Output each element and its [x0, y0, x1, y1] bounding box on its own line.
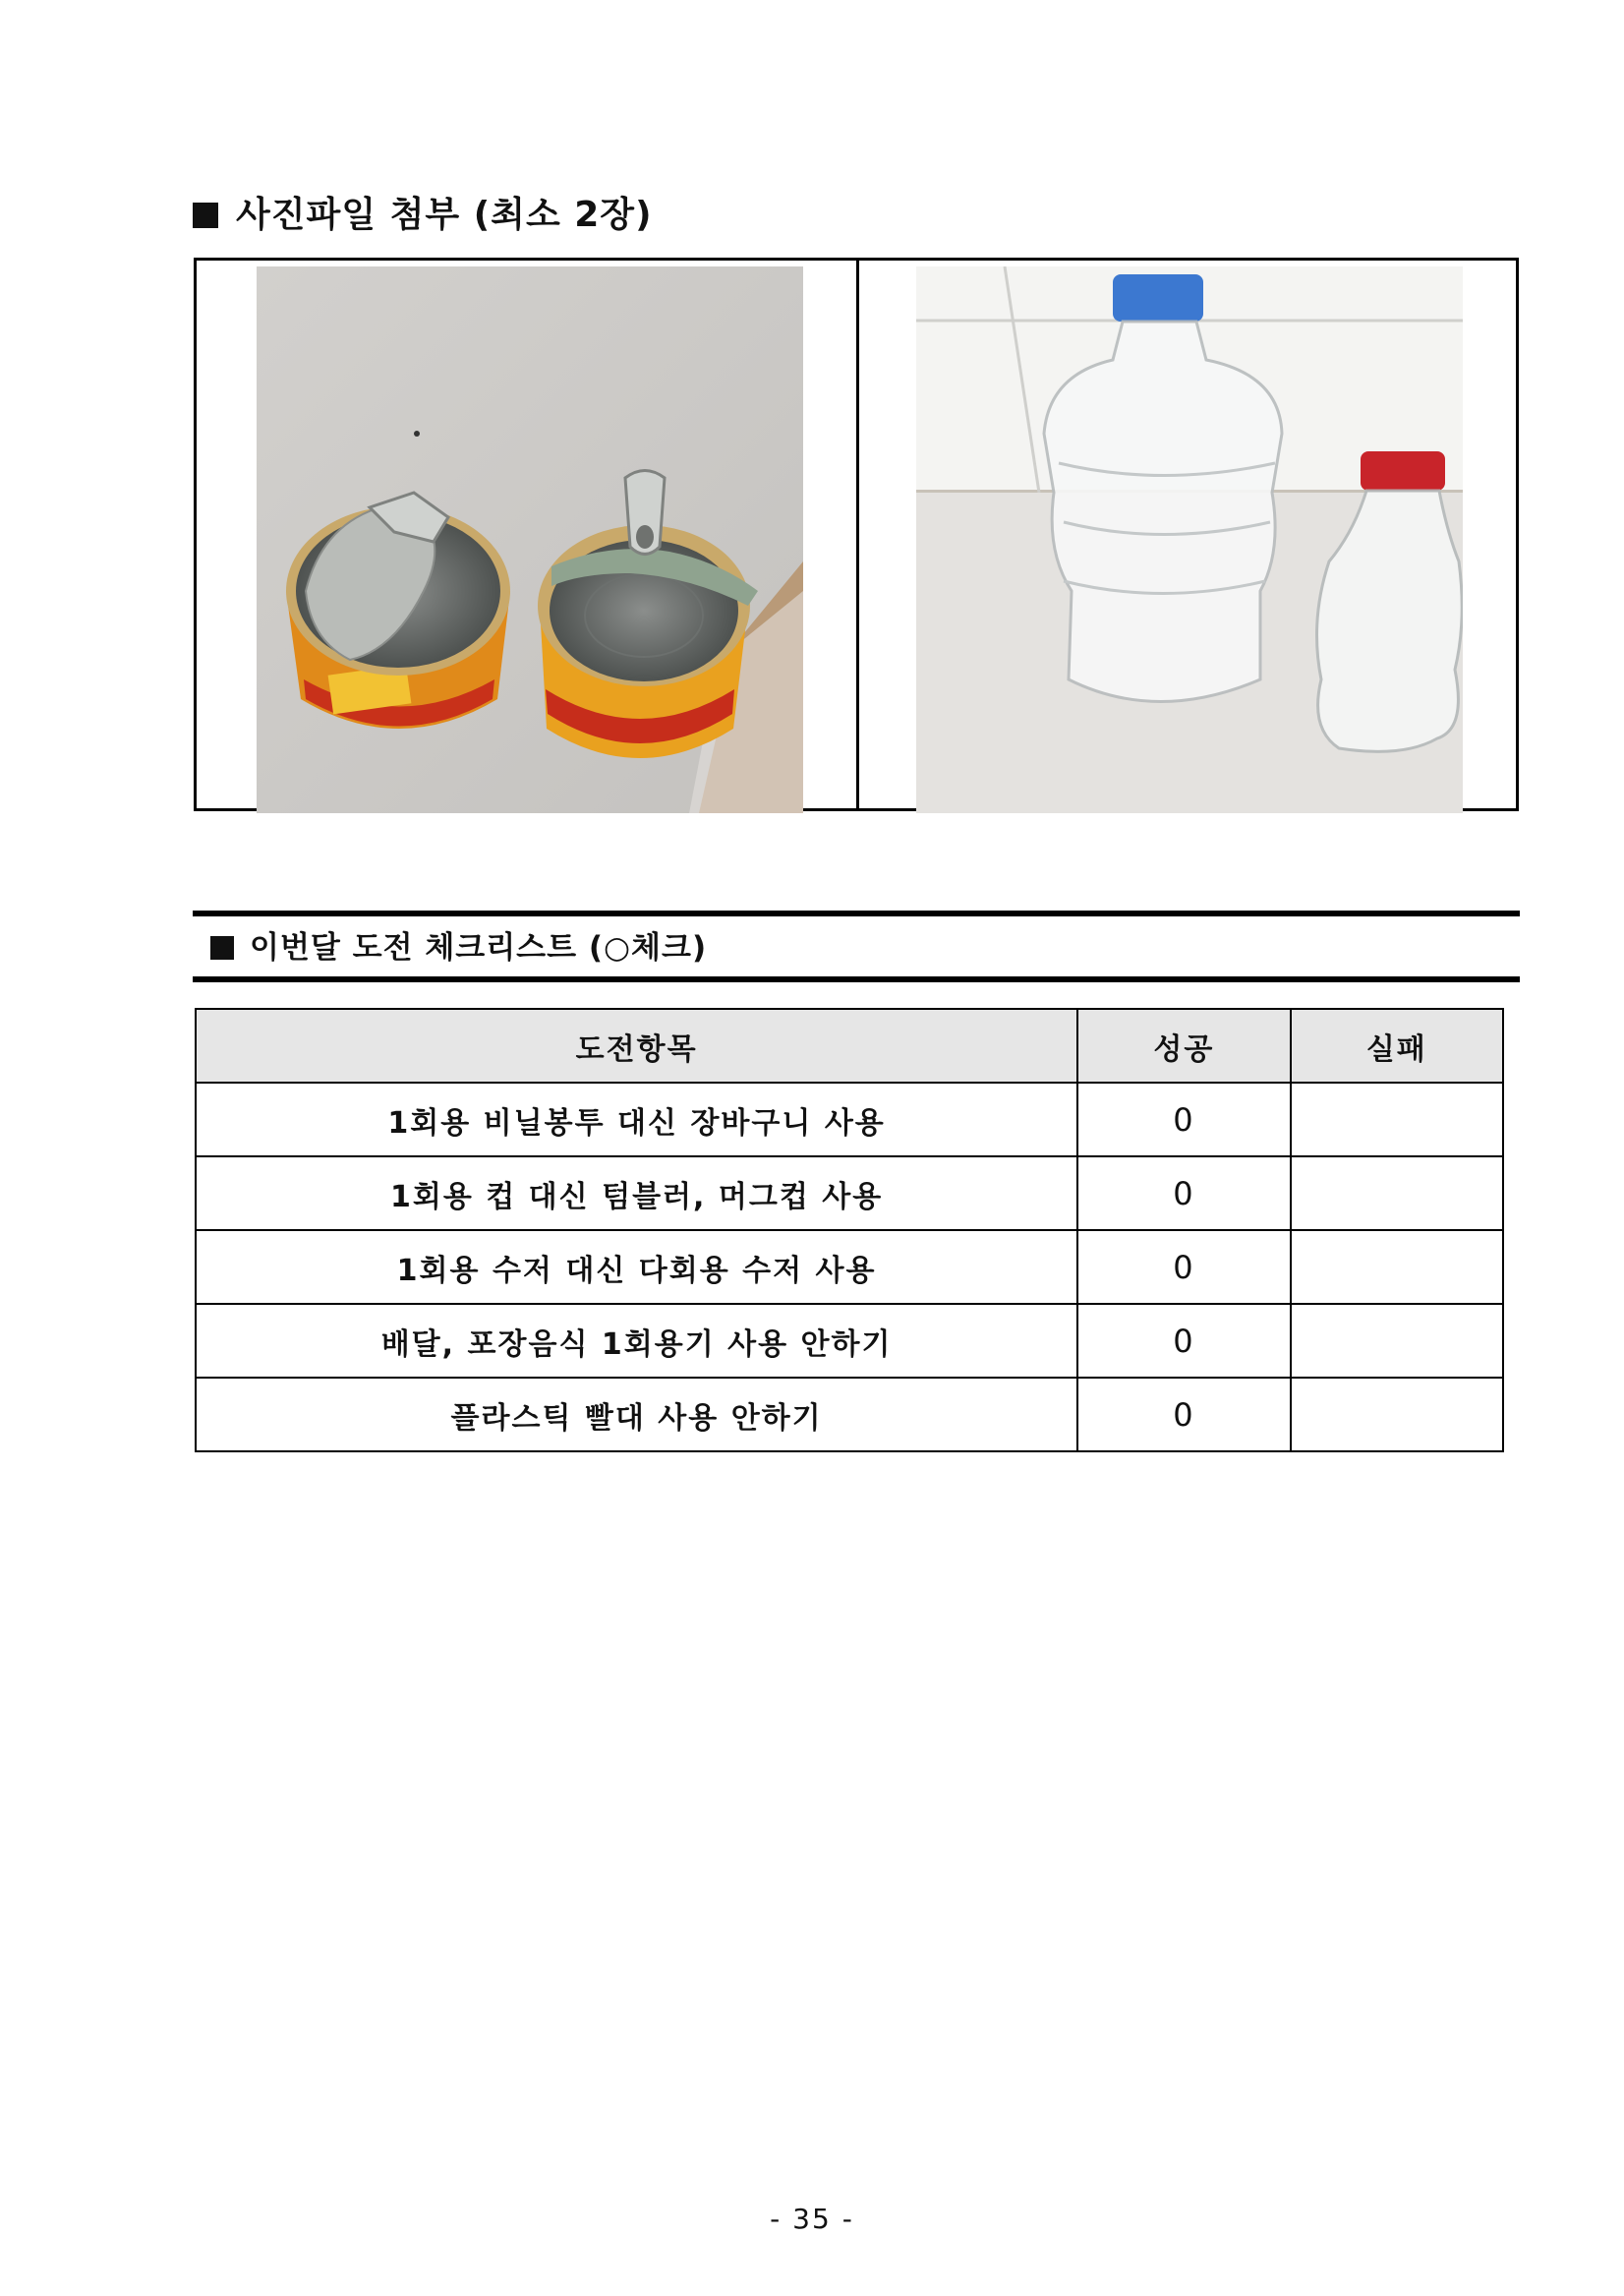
black-square-bullet-icon: [210, 936, 234, 960]
checklist-top-rule: [193, 911, 1520, 916]
challenge-item-cell: 1회용 비닐봉투 대신 장바구니 사용: [196, 1083, 1077, 1156]
success-mark-cell: 0: [1077, 1304, 1290, 1378]
fail-mark-cell: [1291, 1230, 1503, 1304]
fail-mark-cell: [1291, 1083, 1503, 1156]
black-square-bullet-icon: [193, 203, 218, 228]
page-number: - 35 -: [770, 2203, 854, 2235]
fail-mark-cell: [1291, 1378, 1503, 1451]
success-mark-cell: 0: [1077, 1230, 1290, 1304]
photo-empty-cans: [257, 266, 803, 813]
plastic-bottles-image: [916, 266, 1463, 813]
table-row: [196, 1230, 1503, 1304]
fail-mark-cell: [1291, 1156, 1503, 1230]
challenge-item-cell: 플라스틱 빨대 사용 안하기: [196, 1378, 1077, 1451]
attachment-section-title: [193, 187, 653, 237]
table-row: [196, 1378, 1503, 1451]
attachment-title-text: 사진파일 첨부 (최소 2장): [236, 195, 653, 235]
checklist-title-text: 이번달 도전 체크리스트 (○체크): [250, 930, 708, 966]
photo-attachment-box: [194, 258, 1519, 811]
table-row: [196, 1156, 1503, 1230]
challenge-checklist-table: [195, 1008, 1504, 1452]
table-header-row: [196, 1009, 1503, 1083]
checklist-bottom-rule: [193, 976, 1520, 982]
success-mark-cell: 0: [1077, 1156, 1290, 1230]
challenge-item-cell: 1회용 컵 대신 텀블러, 머그컵 사용: [196, 1156, 1077, 1230]
header-success: 성공: [1077, 1009, 1290, 1083]
fail-mark-cell: [1291, 1304, 1503, 1378]
table-row: [196, 1083, 1503, 1156]
header-item: 도전항목: [196, 1009, 1077, 1083]
photo-plastic-bottles: [916, 266, 1463, 813]
table-row: [196, 1304, 1503, 1378]
success-mark-cell: 0: [1077, 1083, 1290, 1156]
success-mark-cell: 0: [1077, 1378, 1290, 1451]
checklist-section-title: [210, 922, 707, 967]
header-fail: 실패: [1291, 1009, 1503, 1083]
photo-divider: [856, 261, 859, 808]
challenge-item-cell: 1회용 수저 대신 다회용 수저 사용: [196, 1230, 1077, 1304]
challenge-item-cell: 배달, 포장음식 1회용기 사용 안하기: [196, 1304, 1077, 1378]
empty-cans-image: [257, 266, 803, 813]
